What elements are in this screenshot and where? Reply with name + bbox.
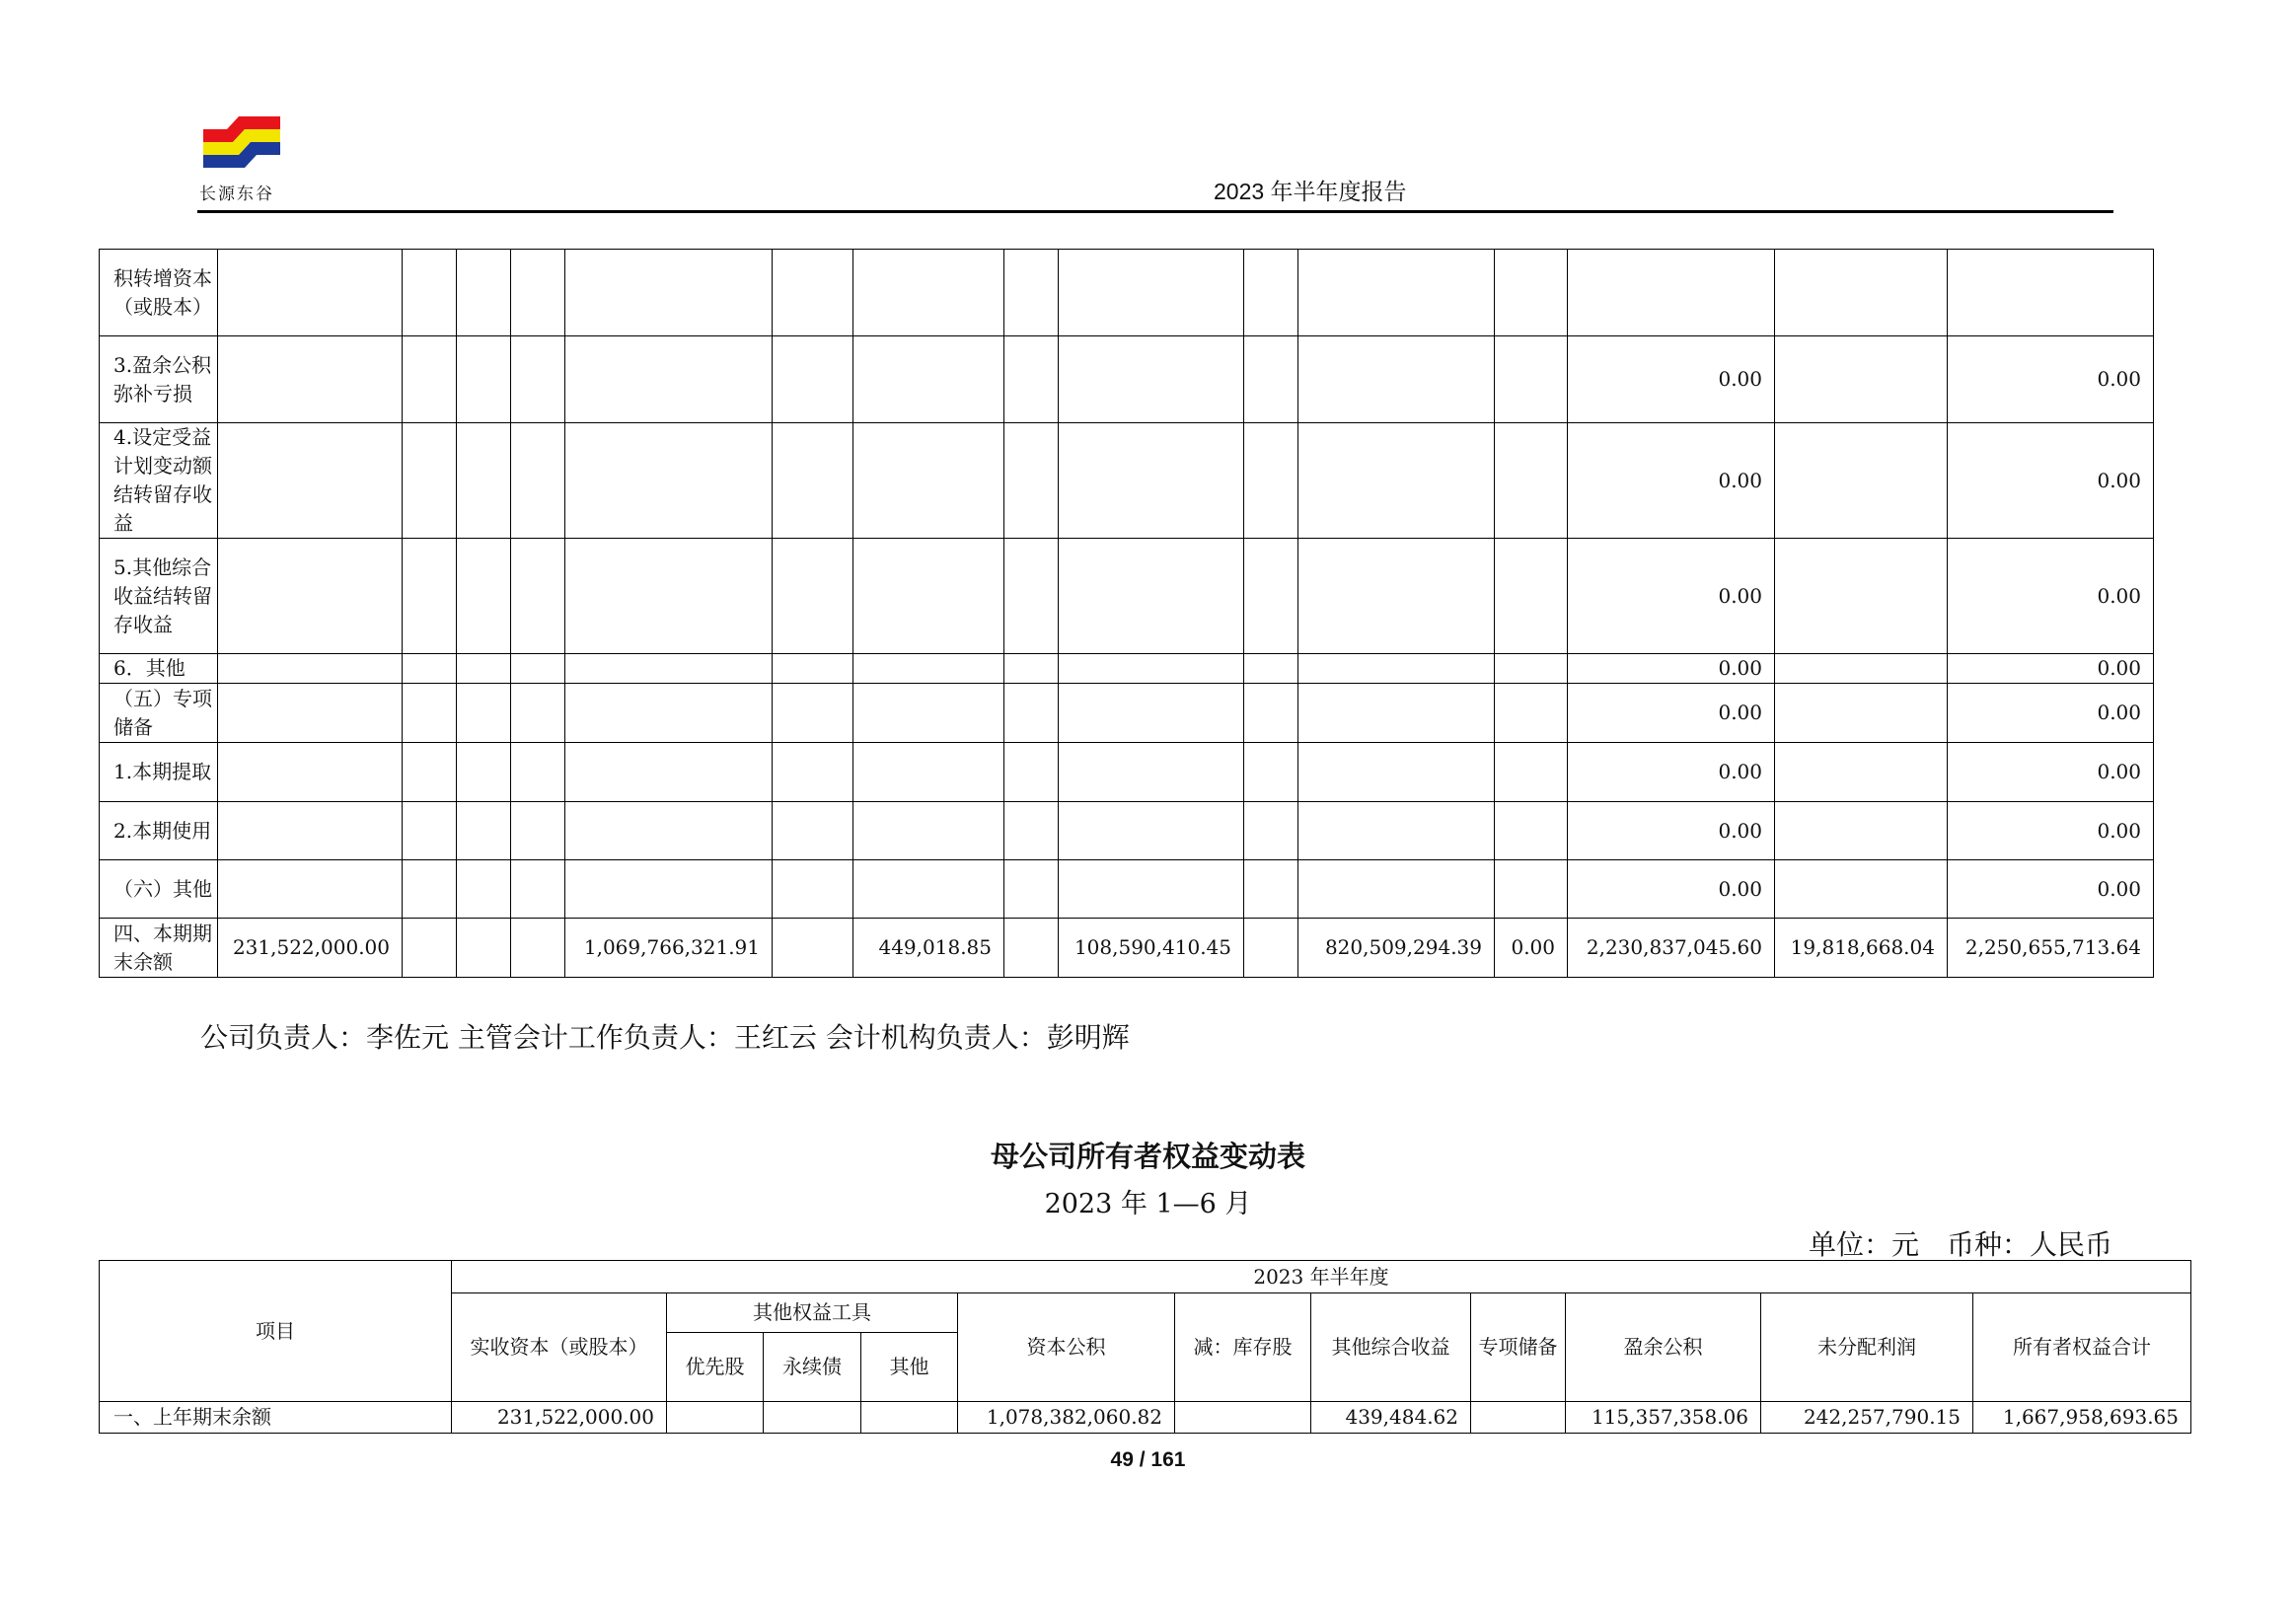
header-treasury-stock: 减：库存股 [1175, 1293, 1311, 1402]
table-row [100, 919, 2154, 978]
cell [1568, 250, 1775, 336]
signers-line: 公司负责人：李佐元 主管会计工作负责人：王红云 会计机构负责人：彭明辉 [200, 1021, 1130, 1054]
cell: 0.00 [1568, 743, 1775, 802]
cell [1059, 802, 1244, 860]
cell [1059, 743, 1244, 802]
cell: 2,250,655,713.64 [1948, 919, 2154, 978]
cell: 2,230,837,045.60 [1568, 919, 1775, 978]
cell [1775, 336, 1948, 423]
cell [565, 802, 773, 860]
cell [1298, 336, 1495, 423]
header-divider [197, 210, 2113, 213]
cell [403, 919, 457, 978]
cell [1244, 539, 1298, 654]
cell [511, 336, 565, 423]
header-total-equity: 所有者权益合计 [1973, 1293, 2191, 1402]
cell [457, 250, 511, 336]
cell [511, 684, 565, 743]
cell [1775, 539, 1948, 654]
cell [403, 423, 457, 539]
cell: 449,018.85 [853, 919, 1004, 978]
row-label: 2.本期使用 [100, 802, 218, 860]
cell [1059, 860, 1244, 919]
cell [1244, 423, 1298, 539]
cell [1059, 539, 1244, 654]
table-row [100, 250, 2154, 336]
cell: 0.00 [1948, 860, 2154, 919]
cell [1059, 423, 1244, 539]
cell [403, 684, 457, 743]
cell [1004, 860, 1059, 919]
cell [565, 336, 773, 423]
parent-equity-change-table [99, 1260, 2191, 1434]
cell [1495, 743, 1568, 802]
header-other: 其他 [861, 1333, 958, 1402]
cell [403, 539, 457, 654]
cell: 0.00 [1948, 423, 2154, 539]
cell: 108,590,410.45 [1059, 919, 1244, 978]
cell [565, 860, 773, 919]
cell: 0.00 [1568, 336, 1775, 423]
cell [218, 860, 403, 919]
statement-period: 2023 年 1—6 月 [1044, 1189, 1252, 1219]
table-row [100, 802, 2154, 860]
cell [457, 654, 511, 684]
row-label: （六）其他 [100, 860, 218, 919]
company-logo [197, 116, 286, 176]
cell [218, 336, 403, 423]
row-label: 四、本期期末余额 [100, 919, 218, 978]
cell [1175, 1402, 1311, 1434]
cell [773, 802, 853, 860]
cell [511, 860, 565, 919]
cell [1298, 654, 1495, 684]
cell [1244, 684, 1298, 743]
cell [511, 802, 565, 860]
cell [565, 654, 773, 684]
cell [853, 684, 1004, 743]
cell [218, 423, 403, 539]
cell [1298, 539, 1495, 654]
header-paid-in-capital: 实收资本（或股本） [452, 1293, 667, 1402]
cell [667, 1402, 764, 1434]
cell [457, 919, 511, 978]
cell [853, 860, 1004, 919]
row-label: （五）专项储备 [100, 684, 218, 743]
cell [565, 743, 773, 802]
page-number: 49 / 161 [1110, 1448, 1186, 1471]
cell [773, 539, 853, 654]
header-retained-earnings: 未分配利润 [1761, 1293, 1973, 1402]
cell [1004, 250, 1059, 336]
cell [457, 539, 511, 654]
cell [403, 336, 457, 423]
cell [1495, 860, 1568, 919]
cell [1004, 336, 1059, 423]
cell [565, 423, 773, 539]
cell [853, 802, 1004, 860]
row-label: 一、上年期末余额 [100, 1402, 452, 1434]
cell [1004, 539, 1059, 654]
cell [773, 919, 853, 978]
cell: 0.00 [1568, 802, 1775, 860]
cell [773, 336, 853, 423]
table-row [100, 336, 2154, 423]
cell [773, 654, 853, 684]
cell [1775, 743, 1948, 802]
cell [457, 743, 511, 802]
cell [1004, 654, 1059, 684]
cell [218, 654, 403, 684]
row-label: 积转增资本（或股本） [100, 250, 218, 336]
cell [1298, 250, 1495, 336]
cell [1495, 654, 1568, 684]
cell [773, 743, 853, 802]
cell [511, 250, 565, 336]
table-row [100, 423, 2154, 539]
cell [1775, 802, 1948, 860]
cell [1298, 423, 1495, 539]
report-title: 2023 年半年度报告 [1214, 179, 1407, 204]
cell: 231,522,000.00 [218, 919, 403, 978]
cell: 0.00 [1568, 539, 1775, 654]
cell [853, 539, 1004, 654]
cell [1775, 250, 1948, 336]
cell [565, 539, 773, 654]
cell [773, 250, 853, 336]
cell [1471, 1402, 1566, 1434]
table-row [100, 654, 2154, 684]
cell: 0.00 [1948, 539, 2154, 654]
cell [1244, 802, 1298, 860]
cell: 0.00 [1948, 654, 2154, 684]
cell [1059, 250, 1244, 336]
row-label: 1.本期提取 [100, 743, 218, 802]
cell [1004, 684, 1059, 743]
header-year: 2023 年半年度 [452, 1261, 2191, 1293]
cell [511, 539, 565, 654]
cell [1059, 336, 1244, 423]
cell [511, 654, 565, 684]
cell [853, 423, 1004, 539]
statement-title: 母公司所有者权益变动表 [990, 1140, 1305, 1173]
cell [1244, 743, 1298, 802]
cell [218, 684, 403, 743]
cell [403, 860, 457, 919]
cell [457, 684, 511, 743]
cell [773, 423, 853, 539]
cell [457, 336, 511, 423]
cell [1495, 423, 1568, 539]
cell [1244, 919, 1298, 978]
cell [1004, 919, 1059, 978]
cell [565, 684, 773, 743]
currency-unit: 单位：元 币种：人民币 [1808, 1228, 2112, 1261]
cell [511, 743, 565, 802]
header-surplus-reserve: 盈余公积 [1566, 1293, 1761, 1402]
cell: 115,357,358.06 [1566, 1402, 1761, 1434]
header-item: 项目 [100, 1261, 452, 1402]
cell [773, 684, 853, 743]
header-oci: 其他综合收益 [1311, 1293, 1471, 1402]
cell [457, 802, 511, 860]
cell [1298, 684, 1495, 743]
cell [1495, 250, 1568, 336]
header-special-reserve: 专项储备 [1471, 1293, 1566, 1402]
cell [1298, 802, 1495, 860]
cell [457, 423, 511, 539]
cell: 0.00 [1495, 919, 1568, 978]
cell: 0.00 [1568, 654, 1775, 684]
cell [1244, 860, 1298, 919]
cell [403, 743, 457, 802]
cell [565, 250, 773, 336]
cell: 1,667,958,693.65 [1973, 1402, 2191, 1434]
row-label: 4.设定受益计划变动额结转留存收益 [100, 423, 218, 539]
table-row [100, 539, 2154, 654]
cell [1004, 743, 1059, 802]
cell: 19,818,668.04 [1775, 919, 1948, 978]
header-capital-reserve: 资本公积 [958, 1293, 1175, 1402]
cell: 439,484.62 [1311, 1402, 1471, 1434]
cell [1004, 802, 1059, 860]
cell [853, 336, 1004, 423]
cell [1495, 802, 1568, 860]
cell: 0.00 [1948, 684, 2154, 743]
cell [511, 423, 565, 539]
header-preferred: 优先股 [667, 1333, 764, 1402]
equity-change-table-continued [99, 249, 2154, 978]
cell [403, 250, 457, 336]
row-label: 3.盈余公积弥补亏损 [100, 336, 218, 423]
cell [1775, 423, 1948, 539]
cell: 0.00 [1948, 336, 2154, 423]
cell [218, 743, 403, 802]
cell [1244, 336, 1298, 423]
header-other-equity-tools: 其他权益工具 [667, 1293, 958, 1333]
cell [218, 802, 403, 860]
cell [1948, 250, 2154, 336]
table-row [100, 743, 2154, 802]
cell: 820,509,294.39 [1298, 919, 1495, 978]
cell [1298, 743, 1495, 802]
cell: 0.00 [1568, 860, 1775, 919]
cell [853, 654, 1004, 684]
cell [1495, 684, 1568, 743]
cell [853, 250, 1004, 336]
table-row [100, 684, 2154, 743]
cell [1059, 654, 1244, 684]
cell: 231,522,000.00 [452, 1402, 667, 1434]
cell [218, 539, 403, 654]
cell: 0.00 [1568, 423, 1775, 539]
row-label: 5.其他综合收益结转留存收益 [100, 539, 218, 654]
cell [1059, 684, 1244, 743]
cell [403, 654, 457, 684]
row-label: 6．其他 [100, 654, 218, 684]
cell [403, 802, 457, 860]
cell [1298, 860, 1495, 919]
header-perpetual: 永续债 [764, 1333, 861, 1402]
cell [764, 1402, 861, 1434]
cell: 242,257,790.15 [1761, 1402, 1973, 1434]
table-row [100, 860, 2154, 919]
cell [1775, 860, 1948, 919]
cell: 0.00 [1948, 802, 2154, 860]
cell [1495, 539, 1568, 654]
cell [773, 860, 853, 919]
cell [511, 919, 565, 978]
cell [218, 250, 403, 336]
cell [1004, 423, 1059, 539]
cell [1775, 654, 1948, 684]
cell: 0.00 [1948, 743, 2154, 802]
cell [1244, 250, 1298, 336]
cell: 1,078,382,060.82 [958, 1402, 1175, 1434]
cell [853, 743, 1004, 802]
cell: 0.00 [1568, 684, 1775, 743]
cell [861, 1402, 958, 1434]
cell [1495, 336, 1568, 423]
cell [1775, 684, 1948, 743]
cell [1244, 654, 1298, 684]
cell: 1,069,766,321.91 [565, 919, 773, 978]
logo-text: 长源东谷 [199, 185, 274, 204]
cell [457, 860, 511, 919]
